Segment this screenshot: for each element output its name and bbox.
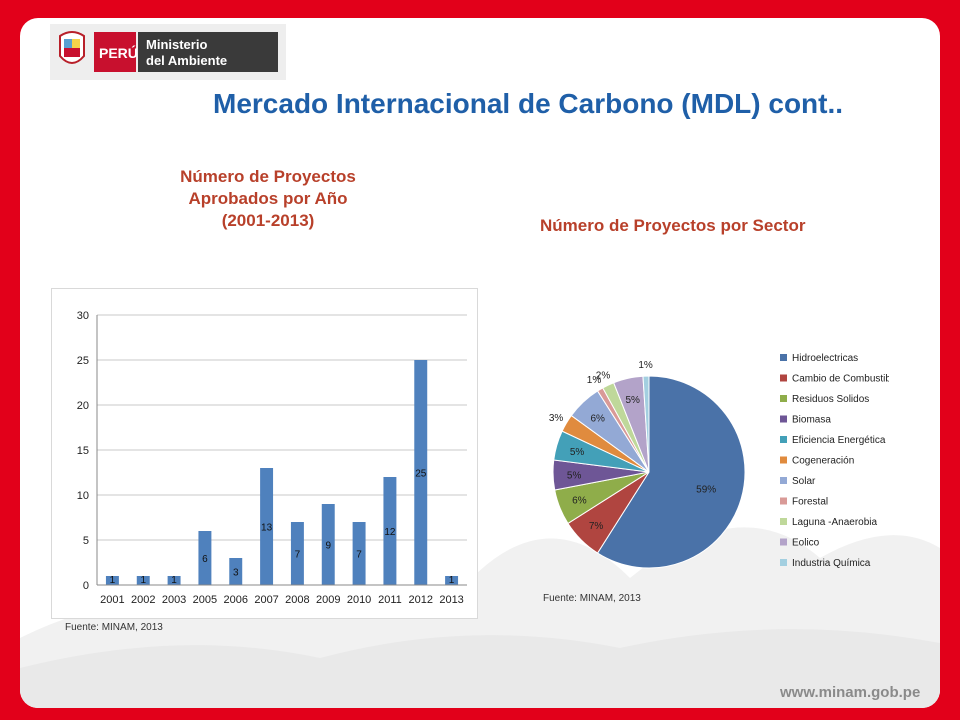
data-label: 1	[109, 575, 116, 586]
logo-ministry-line2: del Ambiente	[146, 53, 228, 68]
legend-label: Laguna -Anaerobia	[792, 517, 878, 528]
legend-swatch	[780, 436, 787, 443]
y-tick-label: 30	[76, 310, 89, 322]
pie-chart-source: Fuente: MINAM, 2013	[543, 593, 641, 604]
legend-swatch	[780, 375, 787, 382]
legend-swatch	[780, 518, 787, 525]
bar-chart-title-line: Aprobados por Año	[188, 189, 348, 208]
data-label: 12	[384, 527, 396, 538]
page-title: Mercado Internacional de Carbono (MDL) cont..	[213, 88, 844, 119]
bar-chart-area	[51, 288, 478, 619]
x-tick-label: 2005	[192, 594, 218, 606]
x-tick-label: 2009	[316, 594, 341, 606]
y-tick-label: 10	[76, 490, 89, 502]
pie-data-label: 5%	[625, 394, 640, 406]
pie-data-label: 6%	[590, 413, 605, 425]
pie-data-label: 2%	[595, 370, 611, 382]
pie-data-label: 7%	[588, 520, 604, 532]
x-tick-label: 2013	[439, 594, 464, 606]
legend-label: Solar	[792, 476, 816, 487]
x-tick-label: 2003	[161, 594, 187, 606]
legend-label: Cogeneración	[792, 455, 855, 467]
coat-of-arms-icon	[60, 32, 84, 63]
legend-swatch	[780, 416, 787, 423]
pie-data-label: 5%	[569, 447, 585, 459]
ministry-logo	[50, 24, 286, 80]
x-tick-label: 2007	[254, 594, 279, 606]
data-label: 1	[448, 575, 455, 586]
y-tick-label: 25	[76, 355, 89, 367]
y-tick-label: 5	[82, 535, 89, 547]
website-url[interactable]: www.minam.gob.pe	[780, 684, 921, 701]
y-tick-label: 15	[76, 445, 89, 457]
pie-data-label: 6%	[572, 495, 587, 507]
data-label: 3	[232, 567, 239, 579]
legend-swatch	[780, 498, 787, 505]
legend-swatch	[780, 559, 787, 566]
legend-label: Residuos Solidos	[792, 394, 870, 405]
x-tick-label: 2011	[378, 594, 402, 606]
slide	[20, 18, 940, 708]
data-label: 9	[325, 540, 332, 552]
data-label: 6	[202, 554, 208, 565]
pie-chart	[528, 340, 889, 588]
pie-data-label: 1%	[638, 360, 653, 372]
bar-chart-source: Fuente: MINAM, 2013	[65, 622, 163, 633]
legend-swatch	[780, 477, 787, 484]
legend-label: Cambio de Combustible	[792, 373, 889, 385]
pie-chart-area	[528, 340, 889, 588]
data-label: 7	[356, 549, 362, 561]
legend-label: Hidroelectricas	[792, 353, 859, 364]
data-label: 25	[415, 468, 427, 480]
legend-label: Forestal	[792, 496, 829, 508]
bar-chart-title	[138, 166, 398, 232]
legend-label: Eficiencia Energética	[792, 435, 886, 446]
x-tick-label: 2008	[285, 594, 310, 606]
legend-swatch	[780, 457, 787, 464]
bar-chart-title-line: Número de Proyectos	[180, 167, 356, 186]
legend-label: Biomasa	[792, 414, 831, 426]
legend-swatch	[780, 354, 787, 361]
x-tick-label: 2002	[131, 594, 156, 606]
bar-chart-title-line: (2001-2013)	[221, 211, 315, 230]
data-label: 1	[140, 575, 147, 586]
pie-data-label: 3%	[548, 413, 564, 425]
data-label: 7	[294, 549, 301, 561]
legend-swatch	[780, 539, 787, 546]
pie-data-label: 1%	[586, 375, 602, 387]
x-tick-label: 2006	[223, 594, 248, 606]
pie-chart-title: Número de Proyectos por Sector	[540, 216, 806, 235]
y-tick-label: 20	[76, 400, 89, 412]
legend-label: Industria Química	[792, 558, 871, 569]
x-tick-label: 2010	[346, 594, 372, 606]
y-tick-label: 0	[82, 580, 89, 592]
data-label: 1	[171, 575, 177, 586]
bar-chart	[52, 289, 477, 618]
data-label: 13	[261, 522, 273, 534]
logo-country: PERÚ	[99, 45, 138, 61]
x-tick-label: 2012	[408, 594, 433, 606]
pie-data-label: 5%	[566, 470, 582, 482]
pie-data-label: 59%	[696, 484, 717, 496]
legend-swatch	[780, 395, 787, 402]
x-tick-label: 2001	[100, 594, 125, 606]
logo-ministry-line1: Ministerio	[146, 37, 208, 52]
legend-label: Eolico	[792, 537, 820, 549]
